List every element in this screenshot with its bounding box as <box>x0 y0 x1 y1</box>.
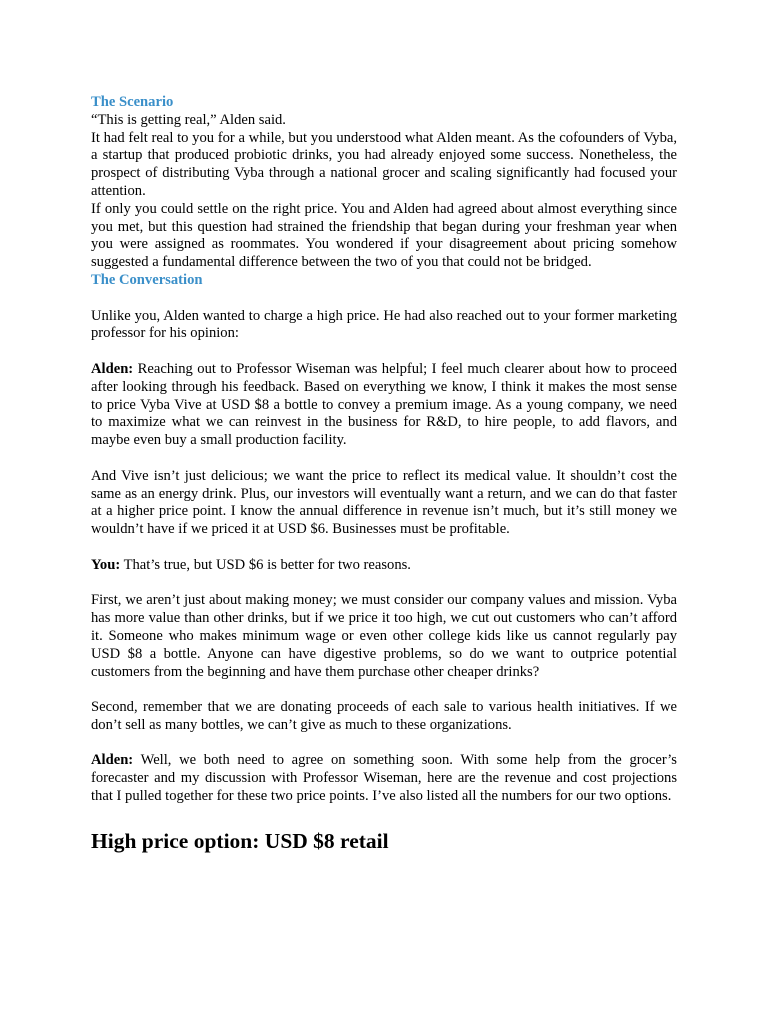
paragraph-spacer <box>91 290 677 308</box>
scenario-paragraph: It had felt real to you for a while, but you understood what Alden meant. As the cofounders of Vyba, a startup that produced probiotic drinks, you had already enjoyed some success. Nonetheless, the prospect of distributing Vyba through a national grocer and scaling significantly had focused your attention. <box>91 129 677 199</box>
dialogue-turn <box>91 557 677 575</box>
conversation-intro: Unlike you, Alden wanted to charge a high price. He had also reached out to your former marketing professor for his opinion: <box>91 307 677 342</box>
dialogue-turn <box>91 699 677 735</box>
scenario-paragraph: “This is getting real,” Alden said. <box>91 111 286 128</box>
dialogue-text: First, we aren’t just about making money; we must consider our company values and mission. Vyba has more value than other drinks, but if we price it too high, we cut out customers who can’t afford it. Someone who makes minimum wage or even other college kids like us cannot regularly pay USD $8 a bottle. Anyone can have digestive problems, so do we want to outprice potential customers from the beginning and have them purchase other cheaper drinks? <box>91 592 677 680</box>
dialogue-text: Second, remember that we are donating proceeds of each sale to various health initiatives. If we don’t sell as many bottles, we can’t give as much to these organizations. <box>91 699 677 733</box>
paragraph-spacer <box>91 539 677 557</box>
dialogue-text: And Vive isn’t just delicious; we want the price to reflect its medical value. It shouldn’t cost the same as an energy drink. Plus, our investors will eventually want a return, and we can do that faster at a higher price point. I know the annual difference in revenue isn’t much, but it’s still money we wouldn’t have if we priced it at USD $6. Businesses must be profitable. <box>91 467 677 538</box>
dialogue-turn <box>91 361 677 450</box>
conversation-heading: The Conversation <box>91 271 203 288</box>
paragraph-spacer <box>91 575 677 593</box>
dialogue-turn <box>91 592 677 681</box>
paragraph-spacer <box>91 343 677 361</box>
dialogue-text: That’s true, but USD $6 is better for two reasons. <box>123 556 411 573</box>
section-title: High price option: USD $8 retail <box>91 828 389 853</box>
dialogue-turn <box>91 752 677 805</box>
dialogue-turn <box>91 468 677 539</box>
speaker-label: Alden: <box>91 752 134 769</box>
scenario-heading: The Scenario <box>91 94 174 110</box>
paragraph-spacer <box>91 681 677 699</box>
speaker-label: You: <box>91 556 121 573</box>
paragraph-spacer <box>91 450 677 468</box>
scenario-paragraph: If only you could settle on the right price. You and Alden had agreed about almost everything since you met, but this question had strained the friendship that began during your freshman year when you were assigned as roommates. You wondered if your disagreement about pricing somehow suggested a fundamental difference between the two of you that could not be bridged. <box>91 200 677 271</box>
speaker-label: Alden: <box>91 360 134 377</box>
dialogue-text: Reaching out to Professor Wiseman was helpful; I feel much clearer about how to proceed after looking through his feedback. Based on everything we know, I think it makes the most sense to price Vyba Vive at USD $8 a bottle to convey a premium image. As a young company, we need to maximize what we can reinvest in the business for R&D, to hire people, to add flavors, and maybe even buy a small production facility. <box>91 360 678 449</box>
paragraph-spacer <box>91 735 677 753</box>
document-body <box>91 94 677 854</box>
dialogue-text: Well, we both need to agree on something soon. With some help from the grocer’s forecaster and my discussion with Professor Wiseman, here are the revenue and cost projections that I pulled together for these two price points. I’ve also listed all the numbers for our two options. <box>91 752 677 805</box>
